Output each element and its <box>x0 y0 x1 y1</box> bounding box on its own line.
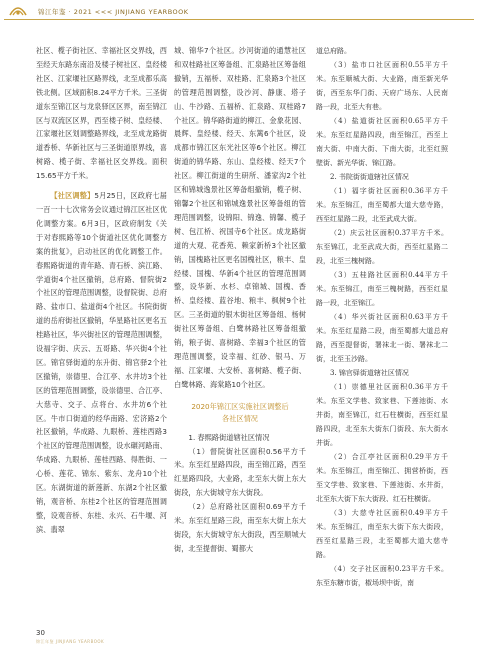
paragraph: （4）盐道街社区面积0.65平方千米。东至红星路四段，南至锦江，西至上南大街、中南大街、下南大街，北至红照壁街、新光华街、锦江路。 <box>316 117 448 167</box>
paragraph: 道总府路。 <box>316 47 351 55</box>
section-title <box>174 401 306 425</box>
paragraph: （2）合江亭社区面积0.29平方千米。东至锦江，南至锦江、拥营桥街，西至文学巷、致家巷、下莲池街、水井街，北至东大街下东大街段、红石柱横街。 <box>316 453 448 503</box>
page-number: 30 <box>36 629 45 637</box>
section-title-line-1: 2020年锦江区实施社区调整后 <box>191 401 289 411</box>
footer-subtitle: 锦江年鉴 JINJIANG YEARBOOK <box>36 639 105 644</box>
paragraph: （4）华兴街社区面积0.63平方千米。东至红星路二段，南至蜀都大道总府路，西至提督街，署袜北一街、署袜北二街，北至玉沙路。 <box>316 313 448 363</box>
paragraph: （3）五桂路社区面积0.44平方千米。东至锦江，南至三槐树路，西至红星路一段，北至锦江。 <box>316 271 448 307</box>
paragraph: （4）交子社区面积0.23平方千米。东至东糖市街，椒场坝中街，南 <box>316 565 448 587</box>
yearbook-logo-icon <box>8 3 28 19</box>
text-column-3 <box>316 44 448 590</box>
subheading: 3. 锦官驿街道辖社区情况 <box>330 369 409 377</box>
section-title-line-2: 各社区情况 <box>222 413 258 423</box>
paragraph: （3）大慈寺社区面积0.49平方千米。东至锦江，南至东大街下东大街段，西至红星路三段，北至蜀都大道大慈寺路。 <box>316 509 448 559</box>
paragraph: （1）福字街社区面积0.36平方千米。东至锦江，南至蜀都大道大慈寺路，西至红星路二段，北至武成大街。 <box>316 187 448 223</box>
paragraph: （1）崇德里社区面积0.36平方千米。东至文学巷、致家巷、下莲池街、水井街，南至锦江，红石柱横街，西至红星路四段，北至东大街东门街段、东大街水井街。 <box>316 383 448 447</box>
paragraph: （2）庆云社区面积0.37平方千米。东至锦江，北至武成大街，西至红星路二段，北至三槐树路。 <box>316 229 448 265</box>
section-label: 【社区调整】 <box>50 191 95 201</box>
paragraph-text: 5月25日，区政府七届一百一十七次常务会议通过锦江区社区优化调整方案。6月3日，区政府制发《关于对春熙路等10个街道社区优化调整方案的批复》，启动社区的优化调整工作。春熙路街道的青年路、青石桥、滨江路、学道街4个社区撤销，总府路、督院街2个社区的管理范围调整，设督院街、总府路、盐市口、盐道街4个社区。书院街街道的岳府街社区撤销，华星路社区更名五桂路社区，华兴街社区的管理范围调整，设福字街、庆云、五哥路、华兴街4个社区。锦官驿街道的东升街、锦官驿2个社区撤销，崇德里、合江亭、水井坊3个社区的管理范围调整，设崇德里、合江亭、大慈寺、交子、点将台、水井坊6个社区。牛市口街道的经华南路、宏济路2个社区撤销，华成路、九眼桥、莲桂西路3个社区的管理范围调整，设水碾河路南、华成路、九眼桥、莲桂西路、得胜街、一心桥、莲花、锦东、紫东、龙舟10个社区。东湖街道的新莲新、东湖2个社区撤销，观音桥、东桂2个社区的管理范围调整，设观音桥、东桂、永兴、石牛堰、河滨、翡翠 <box>36 191 167 534</box>
header-divider <box>4 19 474 20</box>
text-column-2 <box>174 44 306 556</box>
paragraph-community-adjustment <box>36 189 167 537</box>
paragraph: （3）盐市口社区面积0.55平方千米。东至顺城大街、大业路，南至新光华街，西至东华门街、天府广场东、人民南路一段，北至大有巷。 <box>316 61 448 111</box>
paragraph: （1）督院街社区面积0.56平方千米。东至红星路四段，南至锦江路，西至红星路四段，大业路，北至东大街上东大街段，东大街城守东大街段。 <box>174 446 306 498</box>
header-title: 锦江年鉴 · 2021 <<< JINJIANG YEARBOOK <box>38 8 189 16</box>
text-column-1 <box>36 44 167 537</box>
page-header <box>0 0 480 22</box>
paragraph: 城、锦华7个社区。沙河街道的通慧社区和双桂路社区筹备组、汇泉路社区筹备组撤销，五福桥、双桂路、汇泉路3个社区的管理范围调整，设沙河、静康、塔子山、牛沙路、五福桥、汇泉路、双桂路7个社区。锦华路街道的柳江、金象花园、晨辉、皇经楼、经天、东篱6个社区，设成都市锦江区东光社区等6个社区。柳江街道的锦华路、东山、皇经楼、经天7个社区。柳江街道的生研所、潘家沟2个社区和锦城逸景社区筹备组撤销，榄子树、锦馨2个社区和锦城逸景社区筹备组的管理范围调整，设锦阳、锦逸、锦馨、榄子树、包江桥、祝国寺6个社区。成龙路街道的大观、花香苑、赖家新桥3个社区撤销，国槐路社区更名国槐社区，粮丰、皇经楼、国槐、华新4个社区的管理范围调整，设华新、水杉、卓锦城、国槐、香桥、皇经楼、蓝谷地、粮丰、枫树9个社区。三圣街道的银木街社区筹备组、杨树街社区筹备组、白鹭林路社区筹备组撤销，粮子街、喜树路、幸福3个社区的管理范围调整，设幸福、红砂、银马、万福、江家堰、大安桥、喜树路、榄子街、白鹭林路、海棠路10个社区。 <box>174 46 306 389</box>
paragraph: 社区、榄子街社区、幸福社区交界线，西至经天东路东南沿及楼子树社区、皇经楼社区、江家堰社区路界线，北至成都乐高铁北侧。区域面积8.24平方千米。三圣街道东至锦江区与龙泉驿区区界，南至锦江区与双流区区界，西至楼子树、皇经楼、江家堰社区划调整路界线，北至成龙路街道香桥、华新社区与三圣街道原界线，喜树路、榄子街、幸福社区交界线。面积15.65平方千米。 <box>36 46 168 181</box>
paragraph: （2）总府路社区面积0.69平方千米。东至红星路三段，南至东大街上东大街段，东大街城守东大街段，西至顺城大街，北至提督街、蜀都大 <box>174 502 306 553</box>
subheading: 1. 春熙路街道辖社区情况 <box>188 432 270 442</box>
subheading: 2. 书院街街道辖社区情况 <box>330 173 409 181</box>
